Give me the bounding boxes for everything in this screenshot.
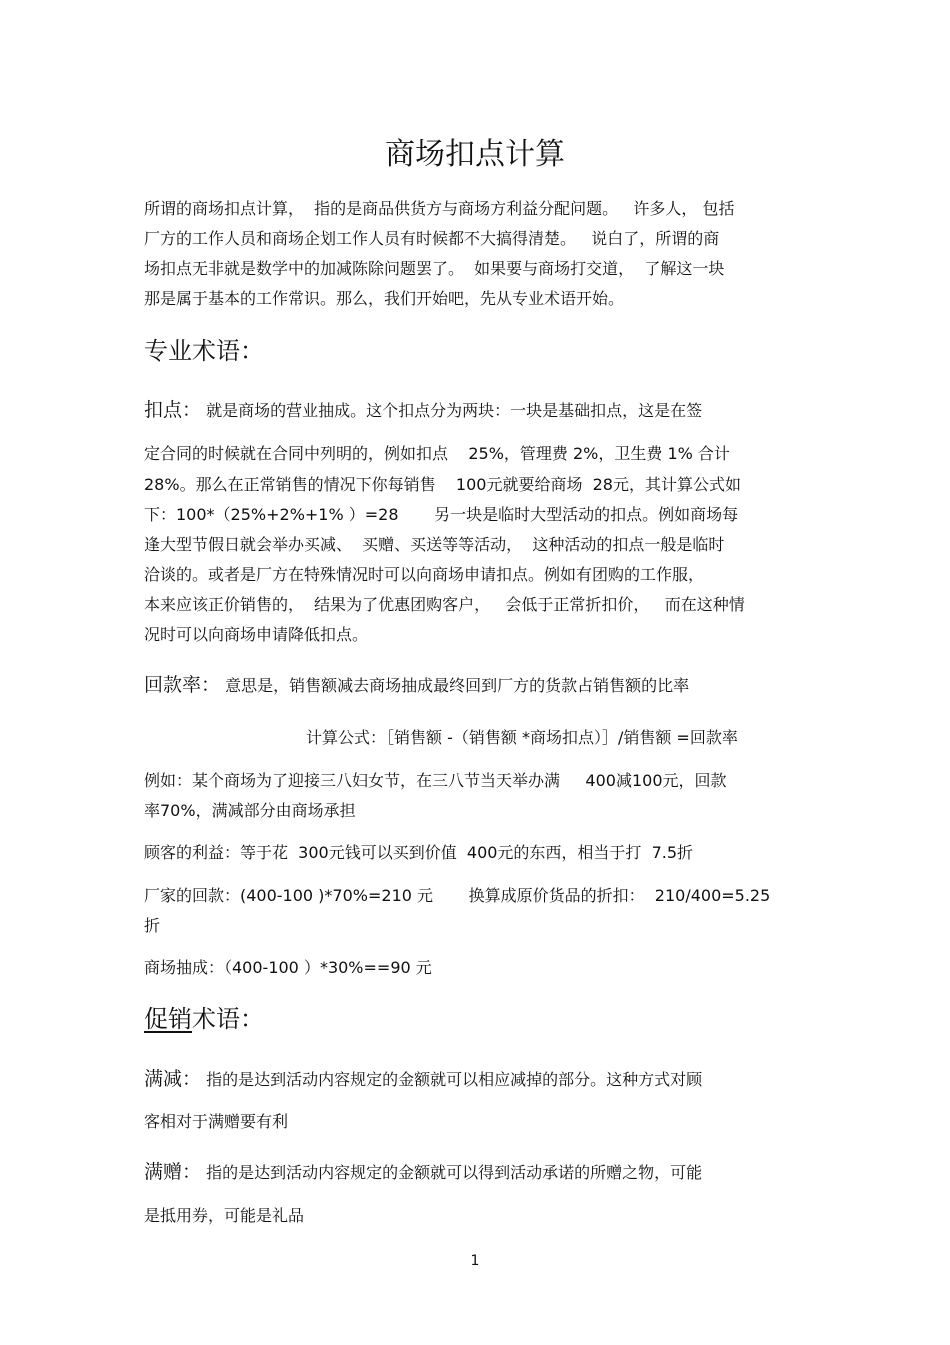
kou-paragraph-first-line bbox=[144, 399, 814, 422]
example-line: 例如：某个商场为了迎接三八妇女节，在三八节当天举办满 400减100元，回款 bbox=[144, 771, 727, 790]
huikuan-desc: 意思是，销售额减去商场抽成最终回到厂方的货款占销售额的比率 bbox=[220, 676, 690, 695]
intro-line: 那是属于基本的工作常识。那么，我们开始吧，先从专业术语开始。 bbox=[144, 289, 625, 308]
example-line: 率70%，满减部分由商场承担 bbox=[144, 801, 356, 820]
term-kou: 扣点： bbox=[144, 399, 202, 421]
page-number: 1 bbox=[470, 1253, 480, 1269]
kou-line: 逢大型节假日就会举办买减、 买赠、买送等等活动， 这种活动的扣点一般是临时 bbox=[144, 535, 725, 554]
factory-return-line: 厂家的回款：(400-100 )*70%=210 元 换算成原价货品的折扣： 210/400=5.25 bbox=[144, 886, 771, 905]
term-manjian: 满减： bbox=[144, 1068, 202, 1090]
kou-line: 就是商场的营业抽成。这个扣点分为两块：一块是基础扣点，这是在签 bbox=[201, 401, 703, 420]
section-heading-terms: 专业术语： bbox=[144, 337, 264, 365]
intro-line: 所谓的商场扣点计算， 指的是商品供货方与商场方利益分配问题。 许多人， 包括 bbox=[144, 199, 735, 218]
factory-return-line: 折 bbox=[144, 916, 161, 935]
manjian-first-line bbox=[144, 1068, 814, 1091]
kou-line: 况时可以向商场申请降低扣点。 bbox=[144, 625, 369, 644]
intro-line: 厂方的工作人员和商场企划工作人员有时候都不大搞得清楚。 说白了，所谓的商 bbox=[144, 229, 720, 248]
customer-benefit: 顾客的利益：等于花 300元钱可以买到价值 400元的东西，相当于打 7.5折 bbox=[144, 843, 694, 862]
huikuan-formula: 计算公式：［销售额 -（销售额 *商场扣点）］/销售额 =回款率 bbox=[306, 728, 738, 747]
manzeng-first-line bbox=[144, 1161, 814, 1184]
intro-line: 场扣点无非就是数学中的加减陈除问题罢了。 如果要与商场打交道， 了解这一块 bbox=[144, 259, 725, 278]
kou-line: 28%。那么在正常销售的情况下你每销售 100元就要给商场 28元，其计算公式如 bbox=[144, 475, 741, 494]
promotion-underlined: 促销 bbox=[144, 1005, 192, 1033]
manjian-line: 指的是达到活动内容规定的金额就可以相应减掉的部分。这种方式对顾 bbox=[201, 1070, 703, 1089]
term-manzeng: 满赠： bbox=[144, 1161, 202, 1183]
term-huikuan: 回款率： bbox=[144, 674, 221, 696]
huikuan-first-line bbox=[144, 674, 814, 697]
manzeng-line: 是抵用券，可能是礼品 bbox=[144, 1206, 305, 1225]
mall-commission: 商场抽成：（400-100 ）*30%==90 元 bbox=[144, 958, 432, 977]
kou-line: 本来应该正价销售的， 结果为了优惠团购客户， 会低于正常折扣价， 而在这种情 bbox=[144, 595, 745, 614]
manjian-line: 客相对于满赠要有利 bbox=[144, 1112, 289, 1131]
document-title: 商场扣点计算 bbox=[385, 137, 565, 172]
kou-line: 洽谈的。或者是厂方在特殊情况时可以向商场申请扣点。例如有团购的工作服， bbox=[144, 565, 705, 584]
kou-line: 定合同的时候就在合同中列明的，例如扣点 25%，管理费 2%，卫生费 1% 合计 bbox=[144, 444, 730, 463]
manzeng-line: 指的是达到活动内容规定的金额就可以得到活动承诺的所赠之物，可能 bbox=[201, 1163, 703, 1182]
section-heading-promotion bbox=[144, 1002, 264, 1036]
kou-line: 下：100*（25%+2%+1% ）=28 另一块是临时大型活动的扣点。例如商场每 bbox=[144, 505, 739, 524]
promotion-rest: 术语： bbox=[192, 1005, 264, 1033]
